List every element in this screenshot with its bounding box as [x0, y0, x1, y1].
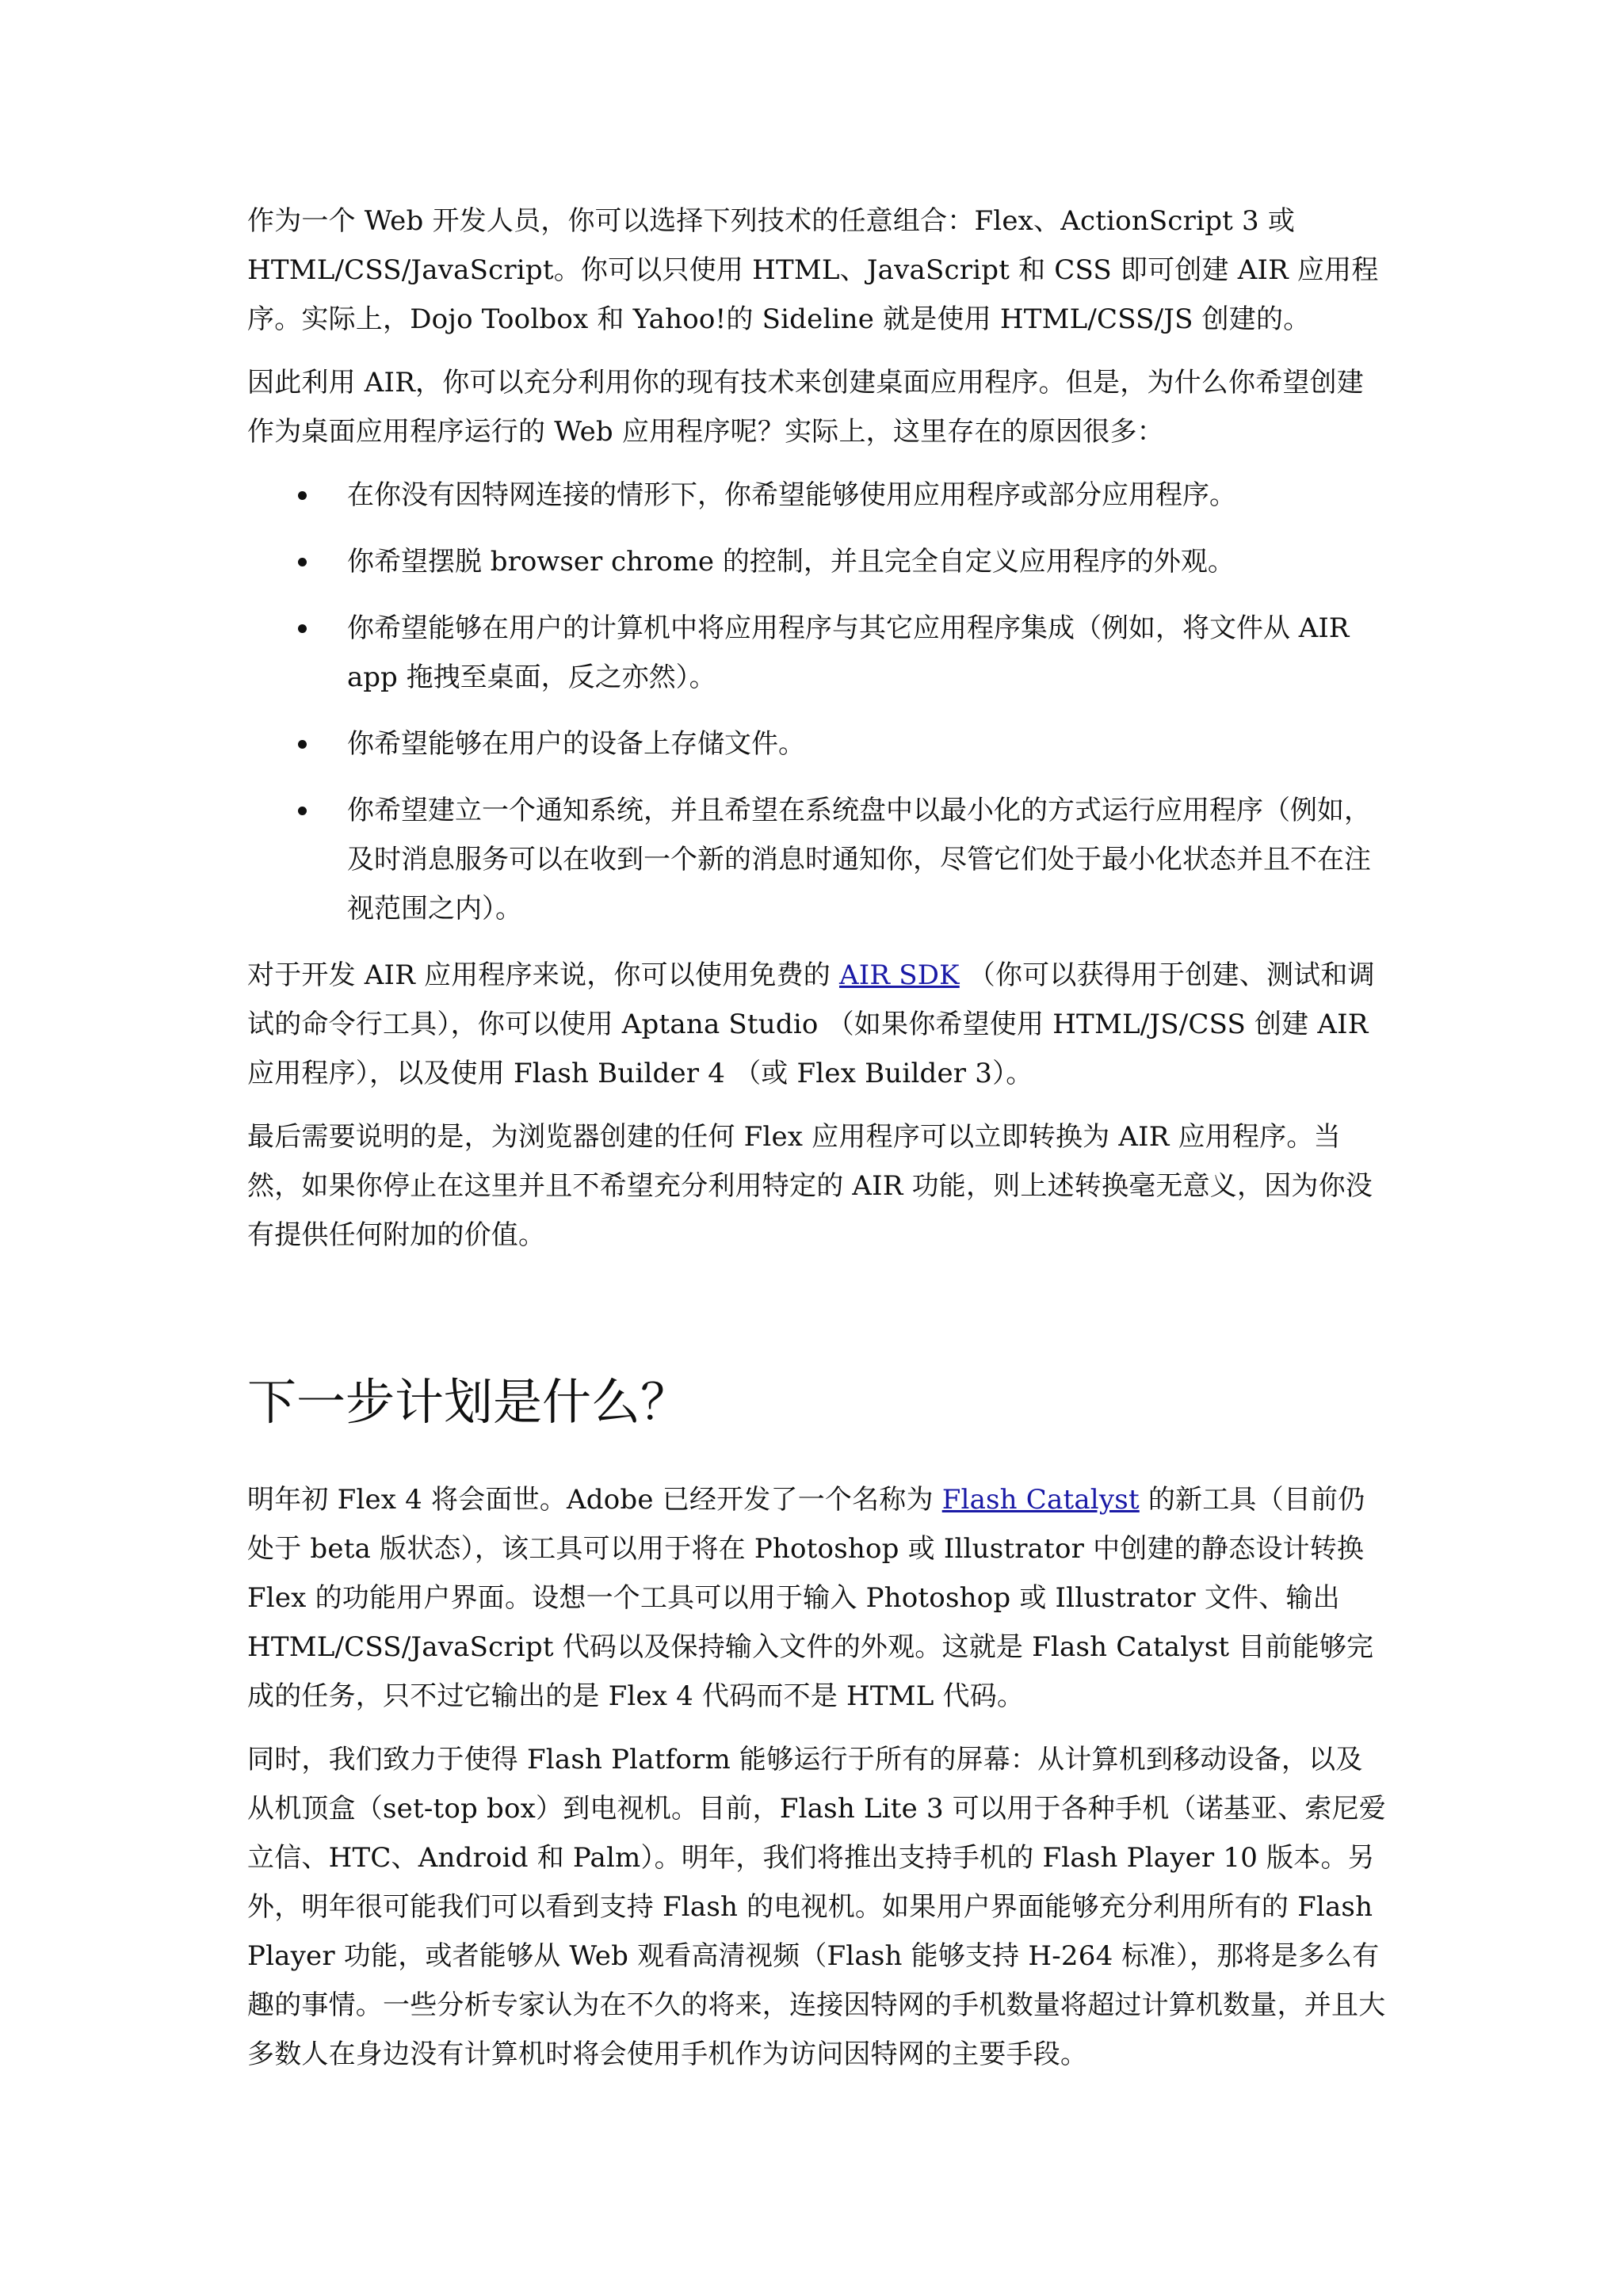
- list-item: [247, 471, 1388, 520]
- air-sdk-link[interactable]: AIR SDK: [839, 959, 960, 991]
- tools-text-after: （你可以获得用于创建、测试和调试的命令行工具），你可以使用 Aptana Studio （如果你希望使用 HTML/JS/CSS 创建 AIR 应用程序），以及使用 Flash Builder 4 （或 Flex Builder 3）。: [247, 959, 1375, 1089]
- list-item-text: 你希望能够在用户的计算机中将应用程序与其它应用程序集成（例如，将文件从 AIR app 拖拽至桌面，反之亦然）。: [347, 612, 1350, 693]
- flash-catalyst-link[interactable]: Flash Catalyst: [941, 1484, 1140, 1516]
- bullet-icon: [298, 807, 307, 815]
- list-item-text: 你希望建立一个通知系统，并且希望在系统盘中以最小化的方式运行应用程序（例如，及时消息服务可以在收到一个新的消息时通知你，尽管它们处于最小化状态并且不在注视范围之内）。: [347, 795, 1371, 925]
- intro-paragraph-1: 作为一个 Web 开发人员，你可以选择下列技术的任意组合：Flex、ActionScript 3 或 HTML/CSS/JavaScript。你可以只使用 HTML、JavaScript 和 CSS 即可创建 AIR 应用程序。实际上，Dojo Toolbox 和 Yahoo!的 Sideline 就是使用 HTML/CSS/JS 创建的。: [247, 205, 1379, 335]
- bullet-icon: [298, 624, 307, 633]
- next-steps-paragraph-2: 同时，我们致力于使得 Flash Platform 能够运行于所有的屏幕：从计算机到移动设备，以及从机顶盒（set-top box）到电视机。目前，Flash Lite 3 可以用于各种手机（诺基亚、索尼爱立信、HTC、Android 和 Palm）。明年，我们将推出支持手机的 Flash Player 10 版本。另外，明年很可能我们可以看到支持 Flash 的电视机。如果用户界面能够充分利用所有的 Flash Player 功能，或者能够从 Web 观看高清视频（Flash 能够支持 H-264 标准），那将是多么有趣的事情。一些分析专家认为在不久的将来，连接因特网的手机数量将超过计算机数量，并且大多数人在身边没有计算机时将会使用手机作为访问因特网的主要手段。: [247, 1744, 1387, 2070]
- list-item-text: 在你没有因特网连接的情形下，你希望能够使用应用程序或部分应用程序。: [347, 479, 1236, 511]
- section-heading: 下一步计划是什么？: [247, 1373, 690, 1431]
- next-steps-text-before: 明年初 Flex 4 将会面世。Adobe 已经开发了一个名称为: [247, 1484, 942, 1516]
- list-item: [247, 604, 1388, 702]
- list-item-text: 你希望能够在用户的设备上存储文件。: [347, 728, 805, 760]
- list-item-text: 你希望摆脱 browser chrome 的控制，并且完全自定义应用程序的外观。: [347, 546, 1235, 578]
- list-item: [247, 786, 1388, 933]
- tools-text-before: 对于开发 AIR 应用程序来说，你可以使用免费的: [247, 959, 840, 991]
- bullet-icon: [298, 558, 307, 566]
- reasons-list: [247, 471, 1388, 933]
- bullet-icon: [298, 491, 307, 500]
- intro-paragraph-2: 因此利用 AIR，你可以充分利用你的现有技术来创建桌面应用程序。但是，为什么你希望创建作为桌面应用程序运行的 Web 应用程序呢？实际上，这里存在的原因很多：: [247, 367, 1364, 448]
- conclusion-paragraph: 最后需要说明的是，为浏览器创建的任何 Flex 应用程序可以立即转换为 AIR 应用程序。当然，如果你停止在这里并且不希望充分利用特定的 AIR 功能，则上述转换毫无意义，因为你没有提供任何附加的价值。: [247, 1121, 1373, 1251]
- bullet-icon: [298, 740, 307, 749]
- tools-paragraph: [247, 951, 1388, 1098]
- next-steps-paragraph-1: [247, 1475, 1388, 1721]
- list-item: [247, 537, 1388, 586]
- next-steps-text-after: 的新工具（目前仍处于 beta 版状态），该工具可以用于将在 Photoshop 或 Illustrator 中创建的静态设计转换 Flex 的功能用户界面。设想一个工具可以用于输入 Photoshop 或 Illustrator 文件、输出 HTML/CSS/JavaScript 代码以及保持输入文件的外观。这就是 Flash Catalyst 目前能够完成的任务，只不过它输出的是 Flex 4 代码而不是 HTML 代码。: [247, 1484, 1374, 1712]
- document-page: [247, 196, 1388, 2093]
- list-item: [247, 719, 1388, 769]
